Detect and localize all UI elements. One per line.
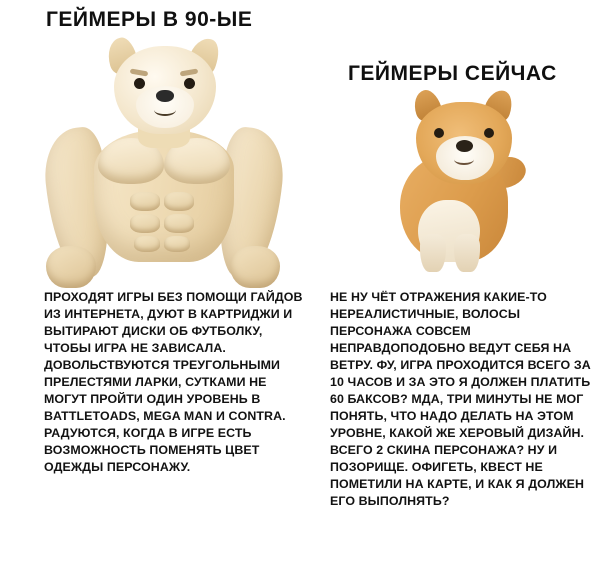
doge-ab-5	[134, 236, 160, 252]
panel-right-heading: ГЕЙМЕРЫ СЕЙЧАС	[348, 62, 557, 85]
doge-right-eye	[184, 78, 195, 89]
cheems-left-eye	[434, 128, 444, 138]
doge-ab-1	[130, 192, 160, 211]
doge-left-fist	[46, 246, 96, 288]
doge-ab-6	[164, 236, 190, 252]
panel-left-caption: ПРОХОДЯТ ИГРЫ БЕЗ ПОМОЩИ ГАЙДОВ ИЗ ИНТЕРНЕТА, ДУЮТ В КАРТРИДЖИ И ВЫТИРАЮТ ДИСКИ ОБ ФУТБОЛКУ, ЧТОБЫ ИГРА НЕ ЗАВИСАЛА. ДОВОЛЬСТВУЮТСЯ ТРЕУГОЛЬНЫМИ ПРЕЛЕСТЯМИ ЛАРКИ, СУТКАМИ НЕ МОГУТ ПРОЙТИ ОДИН УРОВЕНЬ В BATTLETOADS, MEGA MAN И CONTRA. РАДУЮТСЯ, КОГДА В ИГРЕ ЕСТЬ ВОЗМОЖНОСТЬ ПОМЕНЯТЬ ЦВЕТ ОДЕЖДЫ ПЕРСОНАЖУ.	[44, 290, 303, 474]
cheems-right-leg	[454, 234, 480, 272]
cheems-right-eye	[484, 128, 494, 138]
panel-right-caption: НЕ НУ ЧЁТ ОТРАЖЕНИЯ КАКИЕ-ТО НЕРЕАЛИСТИЧНЫЕ, ВОЛОСЫ ПЕРСОНАЖА СОВСЕМ НЕПРАВДОПОДОБНО ВЕДУТ СЕБЯ НА ВЕТРУ. ФУ, ИГРА ПРОХОДИТСЯ ВСЕГО ЗА 10 ЧАСОВ И ЗА ЭТО Я ДОЛЖЕН ПЛАТИТЬ 60 БАКСОВ? МДА, ТРИ МИНУТЫ НЕ МОГ ПОНЯТЬ, ЧТО НАДО ДЕЛАТЬ НА ЭТОМ УРОВНЕ, КАКОЙ ЖЕ ХЕРОВЫЙ ДИЗАЙН. ВСЕГО 2 СКИНА ПЕРСОНАЖА? НУ И ПОЗОРИЩЕ. ОФИГЕТЬ, КВЕСТ НЕ ПОМЕТИЛИ НА КАРТЕ, И КАК Я ДОЛЖЕН ЕГО ВЫПОЛНЯТЬ?	[330, 290, 591, 508]
panel-gamers-now	[320, 0, 600, 580]
doge-ab-4	[164, 214, 194, 233]
cheems-illustration	[374, 96, 556, 276]
cheems-nose	[456, 140, 473, 152]
cheems-left-leg	[420, 234, 446, 272]
doge-ab-2	[164, 192, 194, 211]
doge-ab-3	[130, 214, 160, 233]
doge-nose	[156, 90, 174, 102]
buff-doge-illustration	[42, 42, 286, 284]
cheems-mouth	[454, 154, 474, 165]
doge-mouth	[154, 104, 176, 116]
doge-right-fist	[230, 246, 280, 288]
panel-left-heading: ГЕЙМЕРЫ В 90-ЫЕ	[46, 8, 253, 31]
doge-left-eye	[134, 78, 145, 89]
